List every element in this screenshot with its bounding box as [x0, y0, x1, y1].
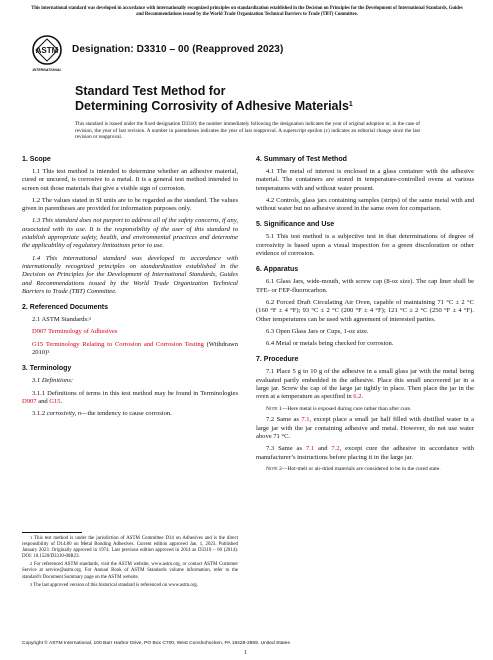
- title-footnote-marker: 1: [348, 101, 353, 108]
- page-number: 1: [244, 650, 247, 656]
- title-line-2: [75, 99, 353, 114]
- title-text: Determining Corrosivity of Adhesive Materials: [75, 99, 349, 113]
- link-7-1[interactable]: 7.1: [301, 416, 310, 424]
- term-corrosivity: corrosivity, n: [46, 410, 82, 418]
- reference-g15[interactable]: [22, 341, 238, 358]
- para-7-2: [256, 416, 474, 441]
- para-6-4: 6.4 Metal or metals being checked for corrosion.: [266, 340, 394, 348]
- tbt-notice: This international standard was developed in accordance with internationally recognized principles on standardization established in the Decision on Principles for the Development of International Standards, Guides and Recommendations issued by the World Trade Organization Technical Barriers to Trade (TBT) Committee.: [31, 6, 463, 17]
- para-3-1-1: 3.1.1 Definitions of terms in this test method may be found in Terminologies D907 and G15.: [22, 389, 238, 405]
- para-7-3-end: , except cure the adhesive in accordance with manufacturer’s instructions before placing it in the large jar.: [256, 445, 475, 461]
- footnote-3: $^3$ The last approved version of this historical standard is referenced on www.astm.org.: [30, 581, 199, 588]
- issuance-statement: This standard is issued under the fixed designation D3310; the number immediately following the designation indicates the year of original adoption or, in the case of revision, the year of last revision. A number in parentheses indicates the year of last reapproval. A superscript epsilon (ε) indicates an editorial change since the last revision or reapproval.: [75, 121, 420, 141]
- note-1: [256, 406, 474, 413]
- para-7-3-and: and: [318, 445, 328, 453]
- link-7-1-b[interactable]: 7.1: [305, 445, 315, 453]
- footnote-1: $^1$ This test method is under the jurisdiction of ASTM Committee D14 on Adhesives and is the direct responsibility of D14.80 on Metal Bonding Adhesives. Current edition approved Jan. 1, 2023. Published January 2023. Originally approved in 1974. Last previous edition approved in 2014 as D3310 – 00 (2014). DOI: 10.1520/D3310-00R23.: [22, 535, 239, 560]
- withdrawn-note: (Withdrawn 2010): [32, 340, 238, 357]
- designation: Designation: D3310 – 00 (Reapproved 2023): [72, 44, 284, 55]
- section-heading-procedure: 7. Procedure: [256, 356, 299, 364]
- right-column: [256, 155, 474, 477]
- note-1-text: —Here metal is exposed during cure rather than after cure.: [281, 405, 412, 412]
- section-heading-referenced-documents: 2. Referenced Documents: [22, 304, 108, 312]
- para-1-1: 1.1 This test method is intended to determine whether an adhesive material, cured or uncured, is corrosive to a metal. It is a general test method intended to screen out those materials that give a visible sign of corrosion.: [22, 168, 238, 192]
- section-heading-summary: 4. Summary of Test Method: [256, 156, 347, 163]
- footnote-2-text: For referenced ASTM standards, visit the ASTM website, www.astm.org, or contact ASTM Customer Service at service@astm.org. For Annual Book of ASTM Standards volume information, refer to the standard's Document Summary page on the ASTM website.: [22, 562, 238, 580]
- para-7-2-end: , except place a small jar half filled with distilled water in a large jar with the jar containing adhesive and metal. However, do not use water above 71 °C.: [256, 416, 474, 441]
- footnote-1-text: This test method is under the jurisdiction of ASTM Committee D14 on Adhesives and is the direct responsibility of D14.80 on Metal Bonding Adhesives. Current edition approved Jan. 1, 2023. Published January 2023. Originally approved in 1974. Last previous edition approved in 2014 as D3310 – 00 (2014). DOI: 10.1520/D3310-00R23.: [22, 536, 239, 560]
- footnote-marker-3: 3: [47, 349, 50, 355]
- ref-code-d907[interactable]: D907: [32, 328, 47, 336]
- footnote-2: $^2$ For referenced ASTM standards, visit the ASTM website, www.astm.org, or contact ASTM Customer Service at service@astm.org. For Annual Book of ASTM Standards volume information, refer to the standard's Document Summary page on the ASTM website.: [22, 561, 238, 580]
- title-line-1: Standard Test Method for: [75, 84, 226, 98]
- para-4-2: 4.2 Controls, glass jars containing samples (strips) of the same metal with and without water but no adhesive stored in the same oven for comparison.: [256, 196, 474, 213]
- note-2: [256, 466, 474, 473]
- link-7-2[interactable]: 7.2: [331, 445, 340, 453]
- footnote-marker-2: 2: [88, 316, 92, 322]
- para-1-3: 1.3 This standard does not purport to address all of the safety concerns, if any, associated with its use. It is the responsibility of the user of this standard to establish appropriate safety, health, and environmental practices and determine the applicability of regulatory limitations prior to use.: [22, 217, 238, 250]
- para-3-1-1-text: 3.1.1 Definitions of terms in this test method may be found in Terminologies: [32, 389, 238, 397]
- section-heading-scope: 1. Scope: [22, 156, 51, 163]
- para-6-1: 6.1 Glass Jars, wide-mouth, with screw cap (8-oz size). The cap liner shall be TFE- or FEP-fluorocarbon.: [256, 278, 474, 294]
- link-g15[interactable]: G15: [49, 397, 61, 405]
- logo-subtext: INTERNATIONAL: [32, 68, 62, 72]
- para-1-4: 1.4 This international standard was developed in accordance with internationally recognized principles on standardization established in the Decision on Principles for the Development of International Standards, Guides and Recommendations issued by the World Trade Organization Technical Barriers to Trade (TBT) Committee.: [22, 254, 238, 295]
- para-2-1: [22, 316, 238, 324]
- para-1-2: 1.2 The values stated in SI units are to be regarded as the standard. The values given in parentheses are provided for information purposes only.: [22, 196, 238, 213]
- para-3-1: 3.1 Definitions:: [32, 377, 74, 385]
- para-3-1-2-num: 3.1.2: [32, 410, 46, 418]
- footnotes: [22, 532, 238, 591]
- para-7-1-text: 7.1 Place 5 g to 10 g of the adhesive in a small glass jar with the metal being evaluated partly embedded in the adhesive. Place this small uncovered jar in a large jar. Screw the cap of the large jar tightly in place. Then place the jar in the oven at a temperature as specified in: [256, 368, 474, 401]
- para-7-3-start: 7.3 Same as: [266, 445, 302, 453]
- term-definition: —the tendency to cause corrosion.: [81, 410, 172, 418]
- reference-d907[interactable]: [22, 328, 238, 336]
- document-title: [75, 84, 353, 114]
- ref-title-g15[interactable]: Terminology Relating to Corrosion and Corrosion Testing: [45, 340, 204, 348]
- section-heading-significance: 5. Significance and Use: [256, 221, 335, 229]
- section-heading-apparatus: 6. Apparatus: [256, 266, 299, 274]
- copyright-line: Copyright © ASTM International, 100 Barr Harbor Drive, PO Box C700, West Conshohocken, PA 19428-2959. United States: [22, 641, 290, 646]
- para-7-2-start: 7.2 Same as: [266, 416, 299, 424]
- link-d907[interactable]: D907: [22, 397, 37, 405]
- para-3-1-2: [22, 410, 238, 418]
- note-1-label: Note 1: [266, 405, 282, 412]
- and-text: and: [38, 397, 48, 405]
- para-5-1: 5.1 This test method is a subjective test in that determinations of degree of corrosivity is based upon a visual inspection for a green discoloration or other evidence of corrosion.: [256, 233, 474, 258]
- section-heading-terminology: 3. Terminology: [22, 365, 72, 373]
- footnote-rule: [22, 532, 82, 533]
- para-6-2: 6.2 Forced Draft Circulating Air Oven, capable of maintaining 71 °C ± 2 °C (160 °F ± 4 °F); 93 °C ± 2 °C (200 °F ± 4 °F); 121 °C ± 2 °C (250 °F ± 4 °F). Other temperatures can be used with agreement of interested parties.: [256, 298, 474, 323]
- astm-standards-label: 2.1 ASTM Standards:: [32, 316, 89, 324]
- note-2-label: Note 2: [266, 465, 282, 472]
- ref-code-g15[interactable]: G15: [32, 340, 44, 348]
- para-7-1: 7.1 Place 5 g to 10 g of the adhesive in a small glass jar with the metal being evaluated partly embedded in the adhesive. Place this small uncovered jar in a large jar. Screw the cap of the large jar tightly in place. Then place the jar in the oven at a temperature as specified in 6.2.: [256, 368, 474, 401]
- ref-title-d907[interactable]: Terminology of Adhesives: [48, 328, 118, 336]
- para-6-3: 6.3 Open Glass Jars or Cups, 1-oz size.: [266, 327, 369, 335]
- footnote-3-text: The last approved version of this historical standard is referenced on www.astm.org.: [33, 582, 199, 588]
- link-6-2[interactable]: 6.2: [353, 393, 362, 401]
- logo-text: ASTM: [35, 46, 59, 55]
- note-2-text: —Hot-melt or air-dried materials are considered to be in the cured state.: [281, 465, 441, 472]
- para-4-1: 4.1 The metal of interest is enclosed in a glass container with the adhesive material. The containers are stored in temperature-controlled ovens at various temperatures with and without water present.: [256, 168, 474, 192]
- astm-logo-icon: [30, 34, 64, 74]
- para-7-3: [256, 445, 474, 462]
- left-column: [22, 155, 238, 423]
